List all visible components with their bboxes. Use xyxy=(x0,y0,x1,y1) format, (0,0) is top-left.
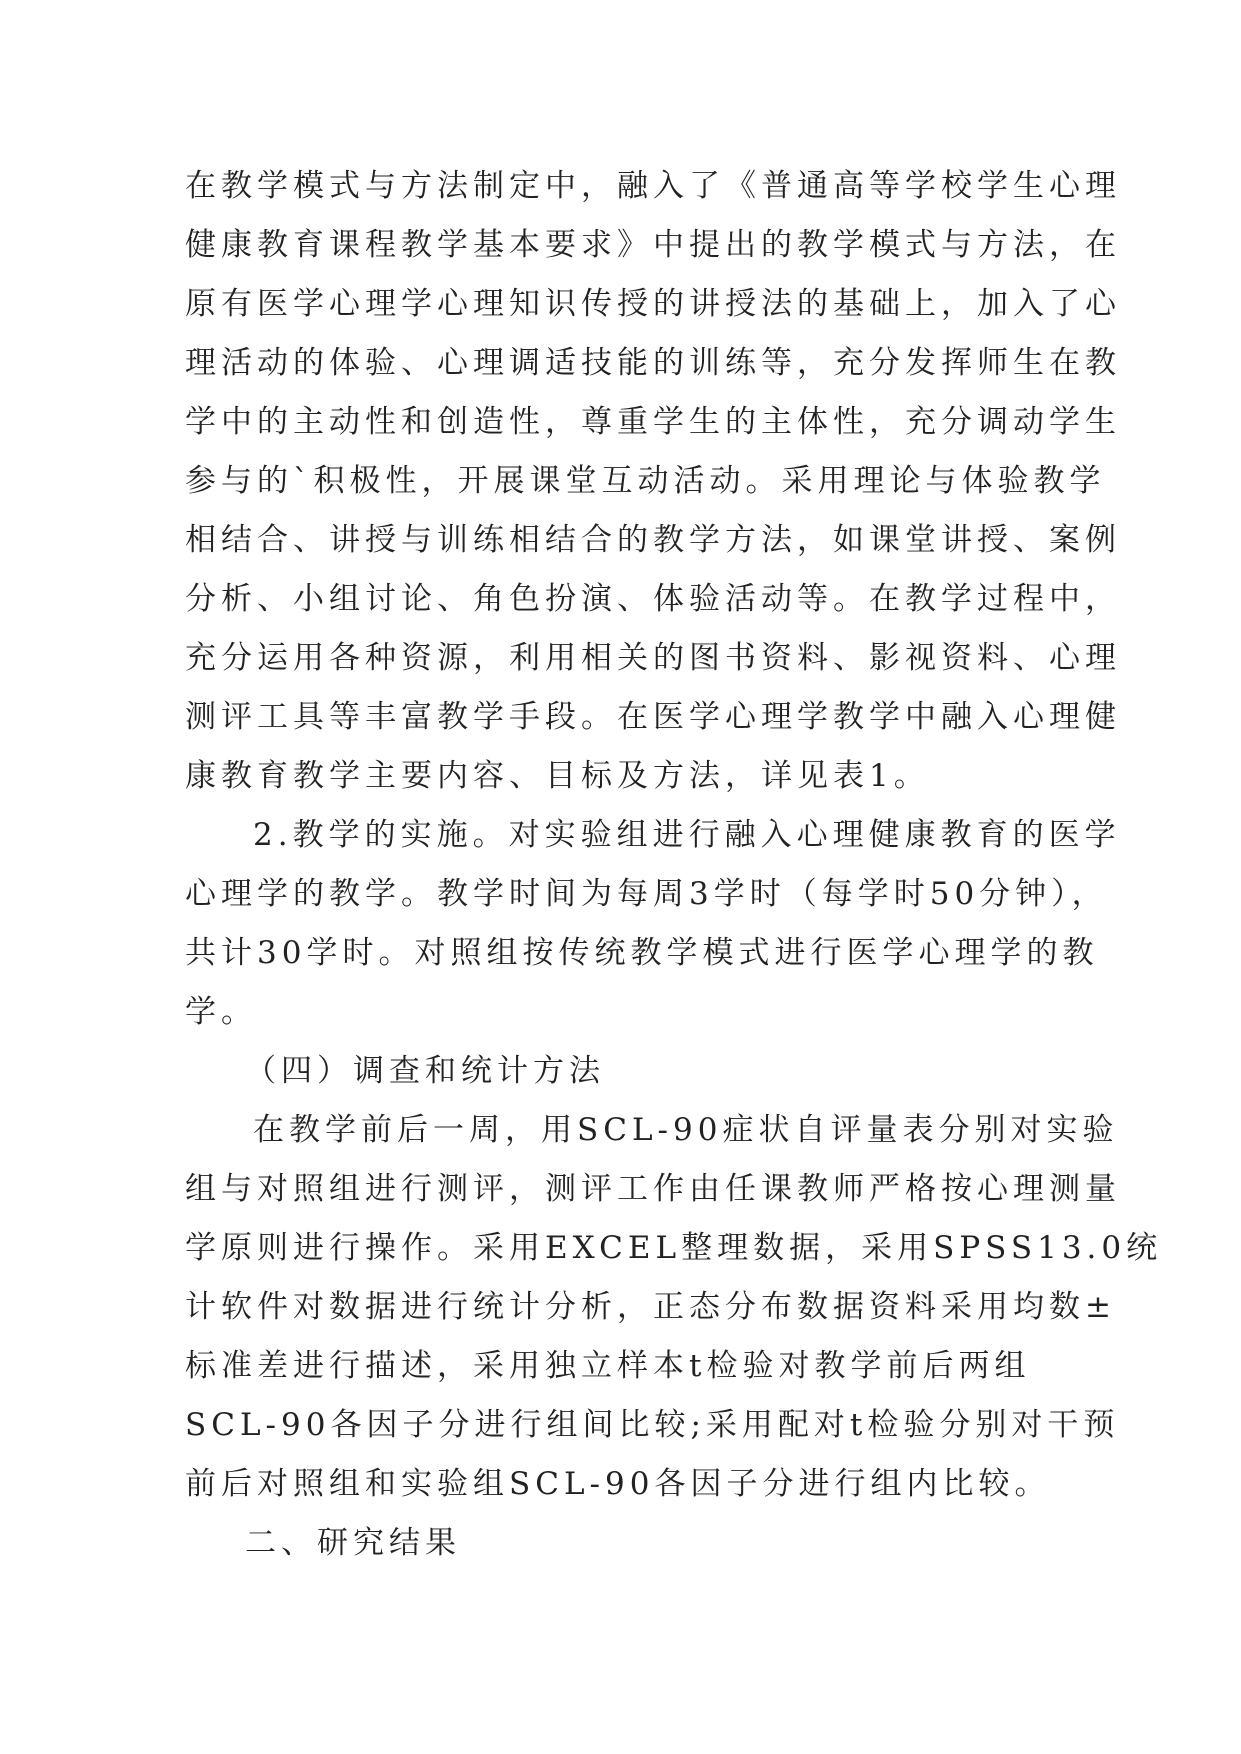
text-line: 在教学模式与方法制定中，融入了《普通高等学校学生心理 xyxy=(185,168,1121,204)
section-heading-results xyxy=(185,1514,1055,1573)
text-line: 测评工具等丰富教学手段。在医学心理学教学中融入心理健 xyxy=(185,699,1121,735)
text-line: 学中的主动性和创造性，尊重学生的主体性，充分调动学生 xyxy=(185,404,1121,440)
paragraph-statistics xyxy=(185,1101,1163,1514)
text-line: 2.教学的实施。对实验组进行融入心理健康教育的医学 xyxy=(253,817,1121,853)
body-text xyxy=(185,157,1163,1573)
text-line: 参与的`积极性，开展课堂互动活动。采用理论与体验教学 xyxy=(185,463,1106,499)
text-line: 标准差进行描述，采用独立样本t检验对教学前后两组 xyxy=(185,1348,1031,1384)
text-line: 共计30学时。对照组按传统教学模式进行医学心理学的教 xyxy=(185,935,1099,971)
section-heading-survey-methods xyxy=(185,1042,1055,1101)
text-line: 充分运用各种资源，利用相关的图书资料、影视资料、心理 xyxy=(185,640,1121,676)
text-line: SCL-90各因子分进行组间比较;采用配对t检验分别对干预 xyxy=(185,1407,1120,1443)
text-line: 学。 xyxy=(185,994,257,1030)
text-line: 理活动的体验、心理调适技能的训练等，充分发挥师生在教 xyxy=(185,345,1121,381)
text-line: 原有医学心理学心理知识传授的讲授法的基础上，加入了心 xyxy=(185,286,1121,322)
heading-line: 二、研究结果 xyxy=(245,1525,461,1561)
text-line: 学原则进行操作。采用EXCEL整理数据，采用SPSS13.0统 xyxy=(185,1230,1163,1266)
text-line: 健康教育课程教学基本要求》中提出的教学模式与方法，在 xyxy=(185,227,1121,263)
text-line: 计软件对数据进行统计分析，正态分布数据资料采用均数± xyxy=(185,1289,1116,1325)
text-line: 相结合、讲授与训练相结合的教学方法，如课堂讲授、案例 xyxy=(185,522,1121,558)
paragraph-teaching-implementation xyxy=(185,806,1121,1042)
text-line: 前后对照组和实验组SCL-90各因子分进行组内比较。 xyxy=(185,1466,1051,1502)
heading-line: （四）调查和统计方法 xyxy=(245,1053,605,1089)
text-line: 心理学的教学。教学时间为每周3学时（每学时50分钟）， xyxy=(185,876,1108,912)
text-line: 康教育教学主要内容、目标及方法，详见表1。 xyxy=(185,758,930,794)
paragraph-teaching-method xyxy=(185,157,1121,806)
text-line: 组与对照组进行测评，测评工作由任课教师严格按心理测量 xyxy=(185,1171,1121,1207)
text-line: 分析、小组讨论、角色扮演、体验活动等。在教学过程中， xyxy=(185,581,1121,617)
text-line: 在教学前后一周，用SCL-90症状自评量表分别对实验 xyxy=(253,1112,1119,1148)
